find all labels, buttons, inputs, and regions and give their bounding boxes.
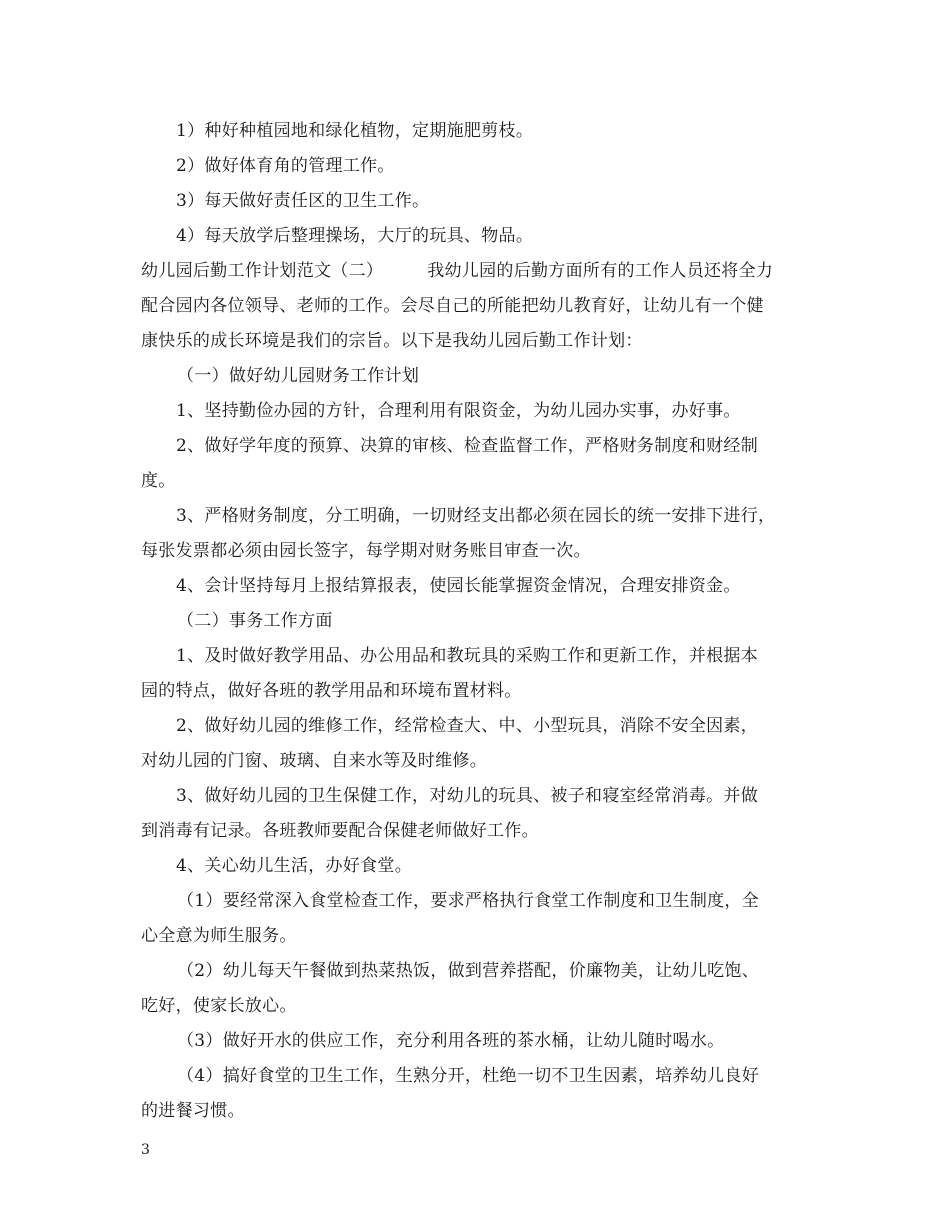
text-line: 对幼儿园的门窗、玻璃、自来水等及时维修。	[141, 751, 487, 771]
text-line: 1、坚持勤俭办园的方针，合理利用有限资金，为幼儿园办实事，办好事。	[176, 401, 741, 421]
text-line: 吃好，使家长放心。	[141, 996, 297, 1016]
text-line: 3、严格财务制度，分工明确，一切财经支出都必须在园长的统一安排下进行，	[176, 506, 776, 526]
text-line: 4、会计坚持每月上报结算报表，使园长能掌握资金情况，合理安排资金。	[176, 576, 741, 596]
text-line: （1）要经常深入食堂检查工作，要求严格执行食堂工作制度和卫生制度，全	[177, 891, 760, 911]
subsection-heading: （二）事务工作方面	[177, 611, 333, 631]
page-number: 3	[141, 1142, 150, 1158]
text-line: 1）种好种植园地和绿化植物，定期施肥剪枝。	[176, 121, 534, 141]
text-line: 心全意为师生服务。	[141, 926, 297, 946]
text-line: 2、做好幼儿园的维修工作，经常检查大、中、小型玩具，消除不安全因素，	[176, 716, 759, 736]
text-line: 到消毒有记录。各班教师要配合保健老师做好工作。	[141, 821, 539, 841]
text-line: （3）做好开水的供应工作，充分利用各班的茶水桶，让幼儿随时喝水。	[177, 1031, 725, 1051]
text-line: 的进餐习惯。	[141, 1101, 245, 1121]
text-line: 2、做好学年度的预算、决算的审核、检查监督工作，严格财务制度和财经制	[176, 436, 759, 456]
text-line: 度。	[141, 471, 176, 491]
text-line: （2）幼儿每天午餐做到热菜热饭，做到营养搭配，价廉物美，让幼儿吃饱、	[177, 961, 760, 981]
text-line: 4、关心幼儿生活，办好食堂。	[176, 856, 413, 876]
text-line: 2）做好体育角的管理工作。	[176, 156, 395, 176]
section-heading-line	[141, 254, 813, 289]
text-line: 园的特点，做好各班的教学用品和环境布置材料。	[141, 681, 522, 701]
subsection-heading: （一）做好幼儿园财务工作计划	[177, 366, 420, 386]
text-line: （4）搞好食堂的卫生工作，生熟分开，杜绝一切不卫生因素，培养幼儿良好	[177, 1066, 760, 1086]
text-line: 1、及时做好教学用品、办公用品和教玩具的采购工作和更新工作，并根据本	[176, 646, 759, 666]
text-line: 3）每天做好责任区的卫生工作。	[176, 191, 430, 211]
document-body	[141, 114, 813, 1129]
text-line: 3、做好幼儿园的卫生保健工作，对幼儿的玩具、被子和寝室经常消毒。并做	[176, 786, 759, 806]
section-title: 幼儿园后勤工作计划范文（二）	[141, 261, 384, 281]
text-line: 配合园内各位领导、老师的工作。会尽自己的所能把幼儿教育好，让幼儿有一个健	[141, 296, 764, 316]
section-intro: 我幼儿园的后勤方面所有的工作人员还将全力	[427, 261, 774, 281]
text-line: 每张发票都必须由园长签字，每学期对财务账目审查一次。	[141, 541, 591, 561]
text-line: 4）每天放学后整理操场，大厅的玩具、物品。	[176, 226, 534, 246]
text-line: 康快乐的成长环境是我们的宗旨。以下是我幼儿园后勤工作计划：	[141, 331, 643, 351]
